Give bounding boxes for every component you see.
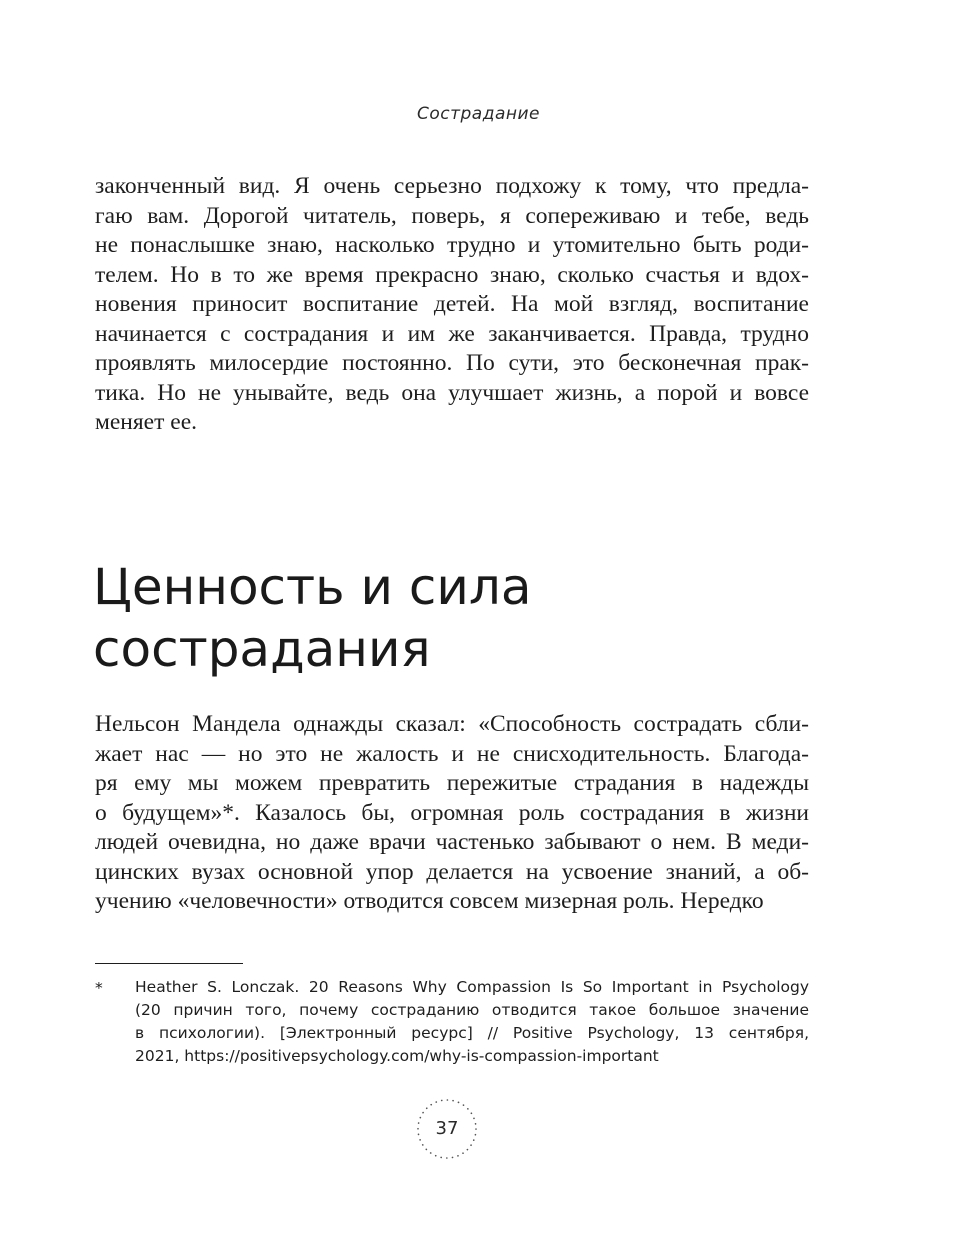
text-line: телем. Но в то же время прекрасно знаю, сколько счастья и вдох-	[95, 261, 809, 288]
footnote-divider	[95, 963, 243, 964]
footnote-line: 2021, https://positivepsychology.com/why-is-compassion-important	[135, 1047, 659, 1065]
text-line: проявлять милосердие постоянно. По сути, это бесконечная прак-	[95, 350, 809, 376]
text-line: меняет ее.	[95, 409, 197, 435]
heading-line: Ценность и сила	[93, 558, 532, 616]
section-heading	[93, 556, 532, 680]
text-line: новения приносит воспитание детей. На мой взгляд, воспитание	[95, 291, 809, 317]
text-line: жает нас — но это не жалость и не снисходительность. Благода-	[95, 740, 809, 767]
text-line: Нельсон Мандела однажды сказал: «Способность сострадать сбли-	[95, 711, 809, 737]
text-line: законченный вид. Я очень серьезно подхожу к тому, что предла-	[95, 173, 809, 199]
page-number-value: 37	[435, 1118, 459, 1139]
text-line: тика. Но не унывайте, ведь она улучшает жизнь, а порой и вовсе	[95, 379, 809, 406]
text-line: о будущем»*. Казалось бы, огромная роль сострадания в жизни	[95, 799, 809, 826]
footnote-text	[135, 976, 809, 1068]
heading-line: сострадания	[93, 620, 431, 678]
text-line: не понаслышке знаю, насколько трудно и утомительно быть роди-	[95, 232, 809, 258]
page-number	[415, 1097, 479, 1161]
text-line: гаю вам. Дорогой читатель, поверь, я сопереживаю и тебе, ведь	[95, 202, 809, 229]
text-line: цинских вузах основной упор делается на усвоение знаний, а об-	[95, 858, 809, 885]
text-line: ря ему мы можем превратить пережитые страдания в надежды	[95, 770, 809, 796]
text-line: начинается с сострадания и им же заканчивается. Правда, трудно	[95, 320, 809, 347]
body-paragraph-1	[95, 172, 809, 438]
footnote-mark: *	[95, 979, 103, 997]
text-line: учению «человечности» отводится совсем мизерная роль. Нередко	[95, 888, 764, 914]
footnote-line: (20 причин того, почему состраданию отводится такое большое значение	[135, 1001, 809, 1019]
footnote	[95, 976, 809, 1068]
text-line: людей очевидна, но даже врачи частенько забывают о нем. В меди-	[95, 829, 809, 855]
body-paragraph-2	[95, 710, 809, 917]
footnote-line: Heather S. Lonczak. 20 Reasons Why Compassion Is So Important in Psychology	[135, 978, 809, 996]
running-header: Сострадание	[416, 104, 541, 124]
footnote-line: в психологии). [Электронный ресурс] // Positive Psychology, 13 сентября,	[135, 1024, 809, 1042]
